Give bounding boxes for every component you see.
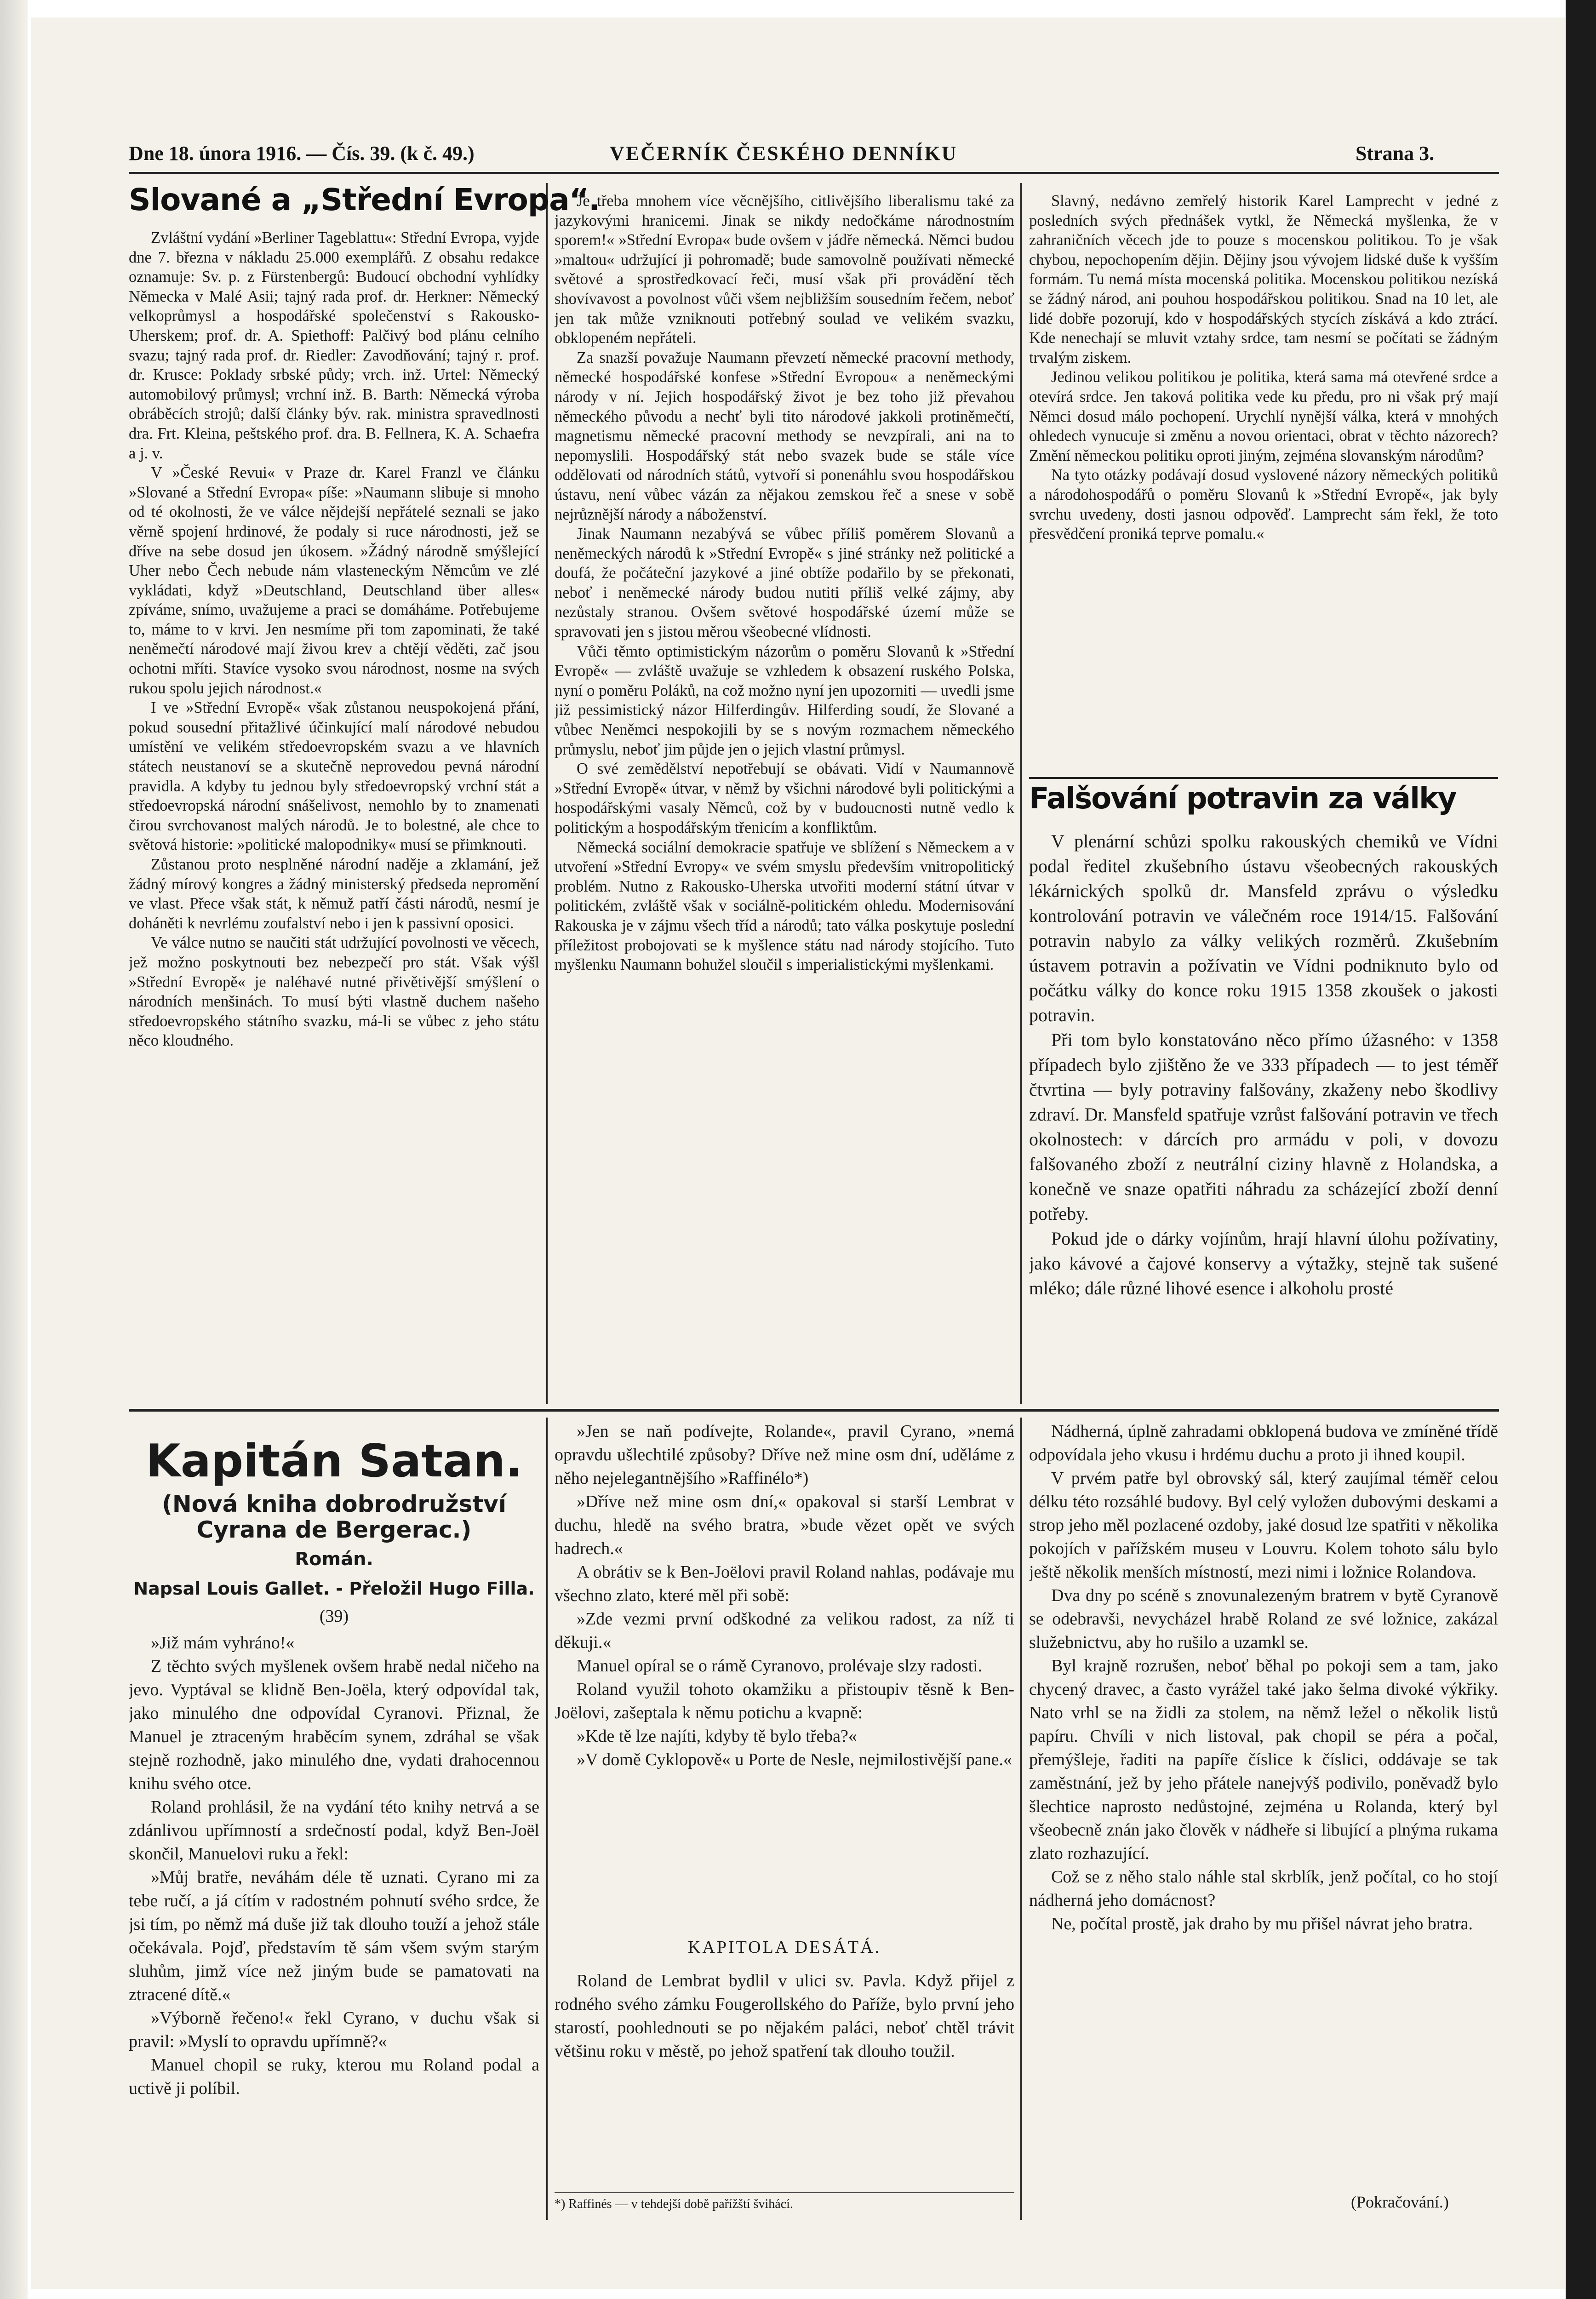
serial-paragraph: »Kde tě lze najíti, kdyby tě bylo třeba?« — [577, 1727, 857, 1746]
serial-top-rule — [129, 1409, 1499, 1412]
scan-left-margin — [0, 0, 28, 2299]
serial-paragraph: Byl krajně rozrušen, neboť běhal po pokoji sem a tam, jako chycený dravec, a často vyrážel také jako šelma divoké výkřiky. Nato vrhl se na židli za stolem, na němž ležel o několik listů papíru. Chvíli v nich listoval, pak chopil se péra a počal, přemýšleje, řaditi na papíře číslice k číslici, oddávaje se tak zaměstnání, jež by jeho přátele nanejvýš podivilo, poněvadž bylo šlechtice naprosto nedůstojné, zejména u Rolanda, který byl všeobecně znán jako člověk v nádheře si libující a plnýma rukama zlato rozhazující. — [1029, 1656, 1498, 1863]
serial-paragraph: Manuel chopil se ruky, kterou mu Roland podal a uctivě ji políbil. — [129, 2055, 539, 2098]
serial-paragraph: »V domě Cyklopově« u Porte de Nesle, nejmilostivější pane.« — [577, 1750, 1013, 1769]
continuation-note: (Pokračování.) — [1351, 2193, 1449, 2211]
slovane-paragraph: Ve válce nutno se naučiti stát udržující povolnosti ve věcech, jež možno poskytnouti bez nebezpečí pro stát. Však výšl »Střední Evropě« je naléhavé nutné přivětivější smýšlení o národních menšinách. To musí býti vlastně duchem našeho středoevropského státního svazku, má-li se vůbec z jeho státu něco kloudného. — [129, 934, 539, 1050]
scan-right-margin — [1566, 0, 1596, 2299]
slovane-headline: Slované a „Střední Evropa“. — [129, 182, 600, 217]
serial-subtitle: (Nová kniha dobrodružství Cyrana de Bergerac.) — [162, 1491, 506, 1543]
slovane-article-body — [129, 228, 539, 1405]
falsovani-paragraph: Pokud jde o dárky vojínům, hrají hlavní úlohu požívatiny, jako kávové a čajové konservy a výtažky, stejně tak sušené mléko; dále různé lihové esence i alkoholu prosté — [1029, 1228, 1498, 1298]
serial-title: Kapitán Satan. — [145, 1435, 523, 1487]
issue-date: Dne 18. února 1916. — Čís. 39. (k č. 49.) — [129, 142, 475, 165]
serial-paragraph: V prvém patře byl obrovský sál, který zaujímal téměř celou délku této rozsáhlé budovy. Byl celý vyložen dubovými deskami a strop jeho měl pozlacené ozdoby, jaké dosud lze spatřiti v několika pokojích v pařížském museu v Louvru. Kolem tohoto sálu bylo ještě několik menších místností, mezi nimi i ložnice Rolandova. — [1029, 1469, 1498, 1582]
serial-paragraph: »Zde vezmi první odškodné za velikou radost, za níž ti děkuji.« — [555, 1609, 1014, 1652]
article-paragraph: Německá sociální demokracie spatřuje ve sblížení s Německem a v utvoření »Střední Evropy« ve svém smyslu především vnitropolitický problém. Nutno z Rakousko-Uherska utvořiti moderní státní útvar v politickém, zvláště však v sociálně-politickém ohledu. Modernisování Rakouska je v zájmu všech tříd a národů; tato válka poskytuje poslední příležitost probojovati se k myšlence státu nad národy stojícího. Tuto myšlenku Naumann bohužel sloučil s imperialistickými myšlenkami. — [555, 838, 1014, 974]
article-paragraph: Vůči těmto optimistickým názorům o poměru Slovanů k »Střední Evropě« — zvláště uvažuje se vzhledem k obsazení ruského Polska, nyní o poměru Poláků, na což možno nyní jen upozorniti — uvedli jsme již pessimistický názor Hilferdingův. Hilferding soudí, že Slované a vůbec Neněmci nespokojili by se s novým rozmachem německého průmyslu, neboť jim půjde jen o jejich vlastní průmysl. — [555, 642, 1014, 758]
article-paragraph: Na tyto otázky podávají dosud vyslovené názory německých politiků a národohospodářů o poměru Slovanů k »Střední Evropě«, jak byly svrchu uvedeny, dosti jasnou odpověď. Lamprecht sám řekl, že toto přesvědčení proniká teprve pomalu.« — [1029, 466, 1498, 543]
slovane-paragraph: I ve »Střední Evropě« však zůstanou neuspokojená přání, pokud sousední přitažlivé účinkující malí národové nebudou umístění ve velikém středoevropském svazu a ve hlavních státech neustanoví se a skutečně neprovedou pevná národní pravidla. A kdyby tu jednou byly středoevropský vrchní stát a středoevropská národní snášelivost, nemohlo by to znamenati čirou svrchovanost malých národů. Je to bolestné, ale chce to světová historie: »politické malopodniky« musí se přimknouti. — [129, 699, 539, 854]
serial-paragraph: »Dříve než mine osm dní,« opakoval si starší Lembrat v duchu, hledě na svého bratra, »bude vězet opět ve svých hadrech.« — [555, 1492, 1014, 1558]
article-paragraph: Jinak Naumann nezabývá se vůbec příliš poměrem Slovanů a neněmeckých národů k »Střední Evropě« s jiné stránky než politické a doufá, že počáteční jazykové a jiné obtíže podařilo by se překonati, neboť i neněmecké národy budou nutiti příliš velké zájmy, aby nezůstaly stranou. Ovšem světové hospodářské území může se spravovati jen s jistou měrou všeobecné vlídnosti. — [555, 525, 1014, 641]
serial-paragraph: Roland využil tohoto okamžiku a přistoupiv těsně k Ben-Joëlovi, zašeptala k němu potichu a kvapně: — [555, 1680, 1014, 1722]
serial-column-rule-2 — [1020, 1418, 1022, 2220]
falsovani-headline: Falšování potravin za války — [1029, 782, 1456, 816]
section-rule — [1029, 777, 1498, 779]
serial-paragraph: »Můj bratře, neváhám déle tě uznati. Cyrano mi za tebe ručí, a já cítím v radostném pohnutí svého srdce, že jsi tím, po němž má duše již tak dlouho touží a jehož stále očekávala. Pojď, představím tě sám všem svým starým sluhům, jimž více než jiným bude se pamatovati na ztracené dítě.« — [129, 1868, 539, 2004]
article-paragraph: Je třeba mnohem více věcnějšího, citlivějšího liberalismu také za jazykovými hranicemi. Jinak se nikdy nedočkáme národnostním sporem!« »Střední Evropa« bude ovšem v jádře německá. Němci budou »maltou« udržující ji pohromadě; bude samovolně používati německé světové a sprostředkovací řeči, musí však při provádění těch shovívavost a povolnost vůči všem nejbližším sousedním řečem, neboť jen tak může vzniknouti potřebný soulad ve velikém svazku, obklopeném nepřáteli. — [555, 192, 1014, 347]
serial-paragraph: Dva dny po scéně s znovunalezeným bratrem v bytě Cyranově se odebravši, nevycházel hrabě Roland ze své ložnice, zakázal služebnictvu, aby ho rušilo a uzamkl se. — [1029, 1586, 1498, 1652]
serial-paragraph: Nádherná, úplně zahradami obklopená budova ve zmíněné třídě odpovídala jeho vkusu i hrdému duchu a proto ji ihned koupil. — [1029, 1422, 1498, 1464]
serial-column-rule-1 — [546, 1418, 548, 2220]
page-number: Strana 3. — [1356, 142, 1435, 165]
chapter-title: KAPITOLA DESÁTÁ. — [687, 1938, 881, 1957]
slovane-paragraph: Zůstanou proto nesplněné národní naděje a zklamání, jež žádný mírový kongres a žádný ministerský předseda nepromění ve vlast. Přece však stát, k němuž patří části národů, nesmí je doháněti k nevrlému zoufalství nebo i jen k passivní oposici. — [129, 856, 539, 932]
serial-paragraph: »Výborně řečeno!« řekl Cyrano, v duchu však si pravil: »Myslí to opravdu upřímně?« — [129, 2008, 539, 2051]
serial-footnote: *) Raffinés — v tehdejší době pařížští švihácí. — [555, 2192, 1014, 2212]
article-paragraph: Za snazší považuje Naumann převzetí německé pracovní methody, německé hospodářské konfese »Střední Evropou« a neněmeckými národy v ní. Jejich hospodářský život je bez toho již převahou německého původu a nechť byli tito národové jakkoli protiněmečtí, magnetismu německé pracovní methody se nevzpírali, ani na to nepomyslili. Hospodářský stát nebo svazek bude se stále více oddělovati od národních států, vytvoří si ponenáhlu svou hospodářskou ústavu, není vůbec vázán za nějakou zemskou řeč a snese v sobě nejrůznější národy a náboženství. — [555, 349, 1014, 523]
serial-paragraph: Ne, počítal prostě, jak draho by mu přišel návrat jeho bratra. — [1051, 1914, 1473, 1933]
serial-author-line: Napsal Louis Gallet. - Přeložil Hugo Filla. — [133, 1578, 535, 1599]
serial-column-2 — [555, 1420, 1014, 2061]
serial-genre: Román. — [295, 1549, 373, 1570]
article-paragraph: Jedinou velikou politikou je politika, která sama má otevřené srdce a otevírá srdce. Jen taková politika vede ku předu, pro ni však prý mají Němci dosud málo pochopení. Urychlí nynější válka, která v mnohých ohledech vynucuje si změnu a novou orientaci, obrat v těchto názorech? Změní německou politiku oproti jiným, zejména slovanským národům? — [1029, 368, 1498, 464]
slovane-paragraph: V »České Revui« v Praze dr. Karel Franzl ve článku »Slované a Střední Evropa« píše: »Naumann slibuje si mnoho od té okolnosti, že ve válce nějdejší nepřátelé seznali se jako věrně spojení hrdinové, že podaly si ruce národnosti, jež se dříve na sebe dosud jen úkosem. »Žádný národně smýšlející Uher nebo Čech nebude nám vlasteneckým Němcům ve zlé vykládati, když »Deutschland, Deutschland über alles« zpíváme, snímo, uvažujeme a praci se domáháme. Potřebujeme to, máme to v krvi. Jen nesmíme při tom zapominati, že také neněmečtí národové mají živou krev a chtějí věděti, zač jsou ochotni mříti. Stavíce vysoko svou národnost, nosme na svých rukou spolu jejich národnost.« — [129, 464, 539, 697]
serial-paragraph: Roland de Lembrat bydlil v ulici sv. Pavla. Když přijel z rodného svého zámku Fougerollského do Paříže, bylo první jeho starostí, poohlednouti se po nějakém paláci, neboť chtěl trávit většinu roku v městě, po jehož spatření tak dlouho toužil. — [555, 1971, 1014, 2061]
paper-title: VEČERNÍK ČESKÉHO DENNÍKU — [610, 142, 958, 165]
slovane-paragraph: Zvláštní vydání »Berliner Tageblattu«: Střední Evropa, vyjde dne 7. března v nákladu 25.000 exemplářů. Z obsahu redakce oznamuje: Sv. p. z Fürstenbergů: Budoucí obchodní vyhlídky Německa v Malé Asii; tajný rada prof. dr. Herkner: Německý velkoprůmysl a hospodářské společenství s Rakousko-Uherskem; prof. dr. A. Spiethoff: Palčivý bod plánu celního svazu; tajný rada prof. dr. Riedler: Zavodňování; tajný r. prof. dr. Krusce: Poklady srbské půdy; vrch. inž. Urtel: Německý automobilový průmysl; vrchní inž. B. Barth: Německá výroba obráběcích strojů; další články býv. rak. ministra spravedlnosti dra. Frt. Kleina, peštského prof. dra. B. Fellnera, K. A. Schaefra a j. v. — [129, 229, 539, 462]
falsovani-article-body — [1029, 829, 1498, 1406]
column-rule-1 — [546, 183, 548, 1404]
article-paragraph: Slavný, nedávno zemřelý historik Karel Lamprecht v jedné z posledních svých přednášek vytkl, že Německá myšlenka, že v zahraničních věcech jde to pouze s mocenskou politikou. To je však chybou, nepochopením dějin. Dějiny jsou vývojem lidské duše k vyšším formám. Tu nemá místa mocenská politika. Mocenskou politikou nezíská se žádný národ, ani pouhou hospodářskou politikou. Snad na 10 let, ale lidé dobře pozorují, kdo v hospodářských stycích získává a kdo ztrácí. Kde nenechají se mluvit vztahy srdce, tam nesmí se počítati se žádným trvalým ziskem. — [1029, 192, 1498, 366]
serial-paragraph: Manuel opíral se o rámě Cyranovo, prolévaje slzy radosti. — [577, 1656, 983, 1676]
serial-column-3 — [1029, 1420, 1498, 2179]
serial-paragraph: Což se z něho stalo náhle stal skrblík, jenž počítal, co ho stojí nádherná jeho domácnost? — [1029, 1867, 1498, 1910]
falsovani-paragraph: Při tom bylo konstatováno něco přímo úžasného: v 1358 případech bylo zjištěno že ve 333 případech — to jest téměř čtvrtina — byly potraviny falšovány, zkaženy nebo škodlivy zdraví. Dr. Mansfeld spatřuje vzrůst falšování potravin ve třech okolnostech: v dárcích pro armádu v poli, v dovozu falšovaného zboží z neutrální ciziny hlavně z Holandska, a konečně ve snaze opatřiti náhradu za scházející zboží denní potřeby. — [1029, 1029, 1498, 1224]
serial-paragraph: »Již mám vyhráno!« — [151, 1633, 295, 1653]
lamprecht-column — [1029, 191, 1498, 775]
serial-installment: (39) — [319, 1607, 349, 1626]
serial-paragraph: »Jen se naň podívejte, Rolande«, pravil Cyrano, »nemá opravdu ušlechtilé způsoby? Dříve než mine osm dní, uděláme z něho nejelegantnějšího »Raffinélo*) — [555, 1422, 1014, 1488]
serial-paragraph: Roland prohlásil, že na vydání této knihy netrvá a se zdánlivou upřímností a srdečností podal, když Ben-Joël skončil, Manuelovi ruku a řekl: — [129, 1797, 539, 1864]
slovane-continued-column — [555, 191, 1014, 1403]
newspaper-page — [31, 17, 1565, 2289]
chapter-body — [555, 1969, 1014, 2185]
serial-paragraph: Z těchto svých myšlenek ovšem hrabě nedal ničeho na jevo. Vyptával se klidně Ben-Joëla, který odpovídal tak, jako minulého dne odpovídal Cyranovi. Přiznal, že Manuel je ztraceným hraběcím synem, zdráhal se však stejně rozhodně, jako minulého dne, vydati drahocennou knihu svého otce. — [129, 1657, 539, 1793]
article-paragraph: O své zemědělství nepotřebují se obávati. Vidí v Naumannově »Střední Evropě« útvar, v němž by všichni národové byli politickými a hospodářskými vasaly Němců, což by v budoucnosti nutně vedlo k politickým a hospodářským třenicím a konfliktům. — [555, 760, 1014, 836]
serial-column-1 — [129, 1631, 539, 2220]
falsovani-paragraph: V plenární schůzi spolku rakouských chemiků ve Vídni podal ředitel zkušebního ústavu všeobecných rakouských lékárnických spolků dr. Mansfeld zprávu o výsledku kontrolování potravin ve válečném roce 1914/15. Falšování potravin nabylo za války velikých rozměrů. Zkušebním ústavem potravin a požívatin ve Vídni podniknuto bylo od počátku války do konce roku 1915 1358 zkoušek o jakosti potravin. — [1029, 831, 1498, 1025]
column-rule-2 — [1020, 183, 1022, 1404]
serial-paragraph: A obrátiv se k Ben-Joëlovi pravil Roland nahlas, podávaje mu všechno zlato, které měl při sobě: — [555, 1562, 1014, 1605]
header-rule — [129, 172, 1499, 174]
